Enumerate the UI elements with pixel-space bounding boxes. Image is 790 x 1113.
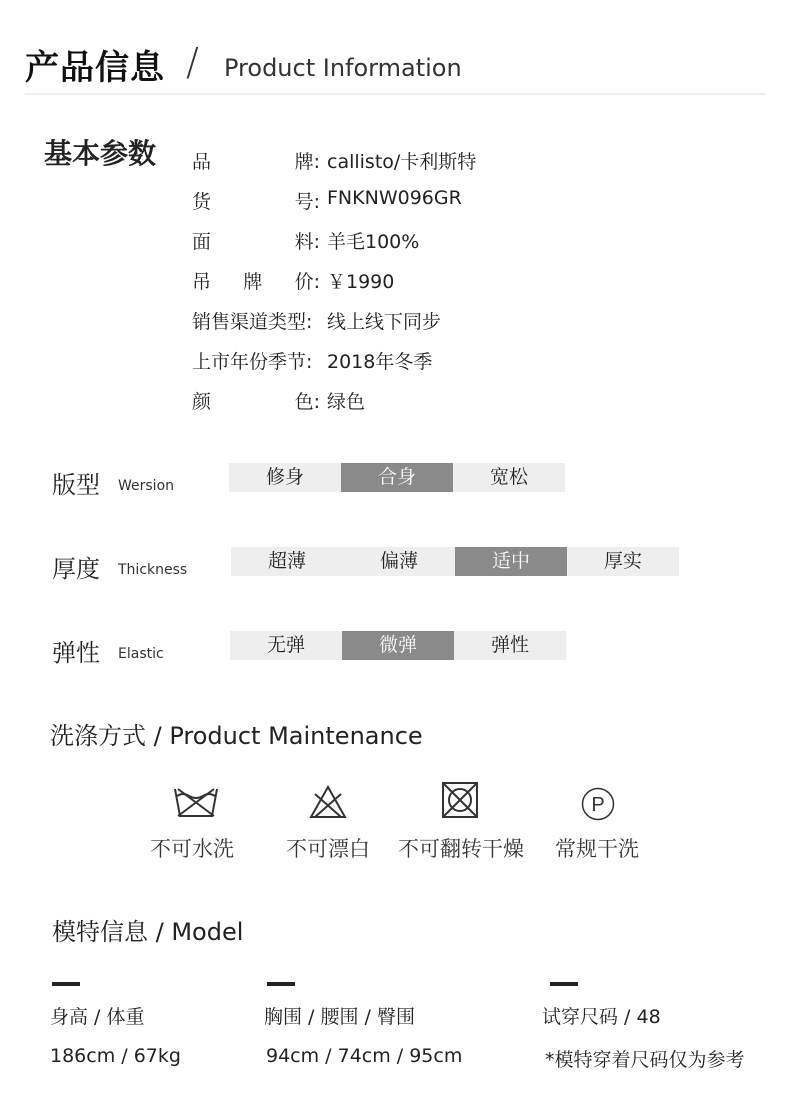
care-label-no-tumble: 不可翻转干燥: [398, 837, 524, 861]
basic-params-title: 基本参数: [44, 137, 157, 170]
model-measurements-value: 94cm / 74cm / 95cm: [266, 1045, 463, 1067]
thickness-option: 厚实: [567, 547, 679, 576]
param-label-item-no: 货 号:: [192, 191, 320, 213]
thickness-option: 偏薄: [343, 547, 455, 576]
title-separator: /: [186, 40, 199, 84]
param-value-item-no: FNKNW096GR: [327, 187, 462, 209]
param-value-fabric: 羊毛100%: [327, 231, 420, 253]
thickness-option: 超薄: [231, 547, 343, 576]
page-title: 产品信息: [25, 48, 165, 88]
elastic-subtitle: Elastic: [118, 646, 164, 662]
param-label-season: 上市年份季节:: [192, 351, 313, 373]
fit-option: 修身: [229, 463, 341, 492]
model-height-weight-label: 身高 / 体重: [50, 1006, 145, 1028]
param-label-fabric: 面 料:: [192, 231, 320, 253]
param-value-color: 绿色: [327, 391, 366, 413]
dry-clean-p-icon: [580, 786, 616, 822]
param-value-tag-price: ￥1990: [327, 271, 395, 293]
elastic-option: 无弹: [230, 631, 342, 660]
care-label-no-bleach: 不可漂白: [286, 837, 370, 861]
thickness-title: 厚度: [52, 555, 100, 583]
elastic-option: 弹性: [454, 631, 566, 660]
model-divider: [52, 982, 80, 986]
param-label-brand: 品 牌:: [192, 151, 320, 173]
model-size-label: 试穿尺码 / 48: [542, 1006, 661, 1028]
elastic-title: 弹性: [52, 639, 100, 667]
param-label-color: 颜 色:: [192, 391, 320, 413]
fit-option: 宽松: [453, 463, 565, 492]
care-label-no-wash: 不可水洗: [150, 837, 234, 861]
param-label-channel: 销售渠道类型:: [192, 311, 313, 333]
model-title: 模特信息 / Model: [52, 918, 244, 946]
model-divider: [550, 982, 578, 986]
param-value-brand: callisto/卡利斯特: [327, 151, 477, 173]
page-subtitle: Product Information: [224, 54, 462, 82]
param-label-tag-price: 吊 牌 价:: [192, 271, 320, 293]
model-size-note: *模特穿着尺码仅为参考: [545, 1049, 745, 1071]
care-title: 洗涤方式 / Product Maintenance: [50, 722, 423, 750]
header-divider: [25, 93, 765, 95]
param-value-channel: 线上线下同步: [327, 311, 442, 333]
thickness-scale: [231, 547, 679, 576]
elastic-option: 微弹: [342, 631, 454, 660]
no-tumble-dry-icon: [440, 780, 480, 820]
fit-subtitle: Wersion: [118, 478, 175, 494]
care-label-dry-clean: 常规干洗: [555, 837, 639, 861]
no-wash-icon: [172, 784, 220, 820]
svg-text:P: P: [591, 794, 605, 816]
model-height-weight-value: 186cm / 67kg: [50, 1045, 181, 1067]
fit-title: 版型: [52, 471, 100, 499]
fit-option: 合身: [341, 463, 453, 492]
model-measurements-label: 胸围 / 腰围 / 臀围: [264, 1006, 415, 1028]
fit-scale: [229, 463, 565, 492]
no-bleach-icon: [308, 784, 348, 820]
thickness-option: 适中: [455, 547, 567, 576]
elastic-scale: [230, 631, 566, 660]
model-divider: [267, 982, 295, 986]
thickness-subtitle: Thickness: [118, 562, 188, 578]
param-value-season: 2018年冬季: [327, 351, 433, 373]
